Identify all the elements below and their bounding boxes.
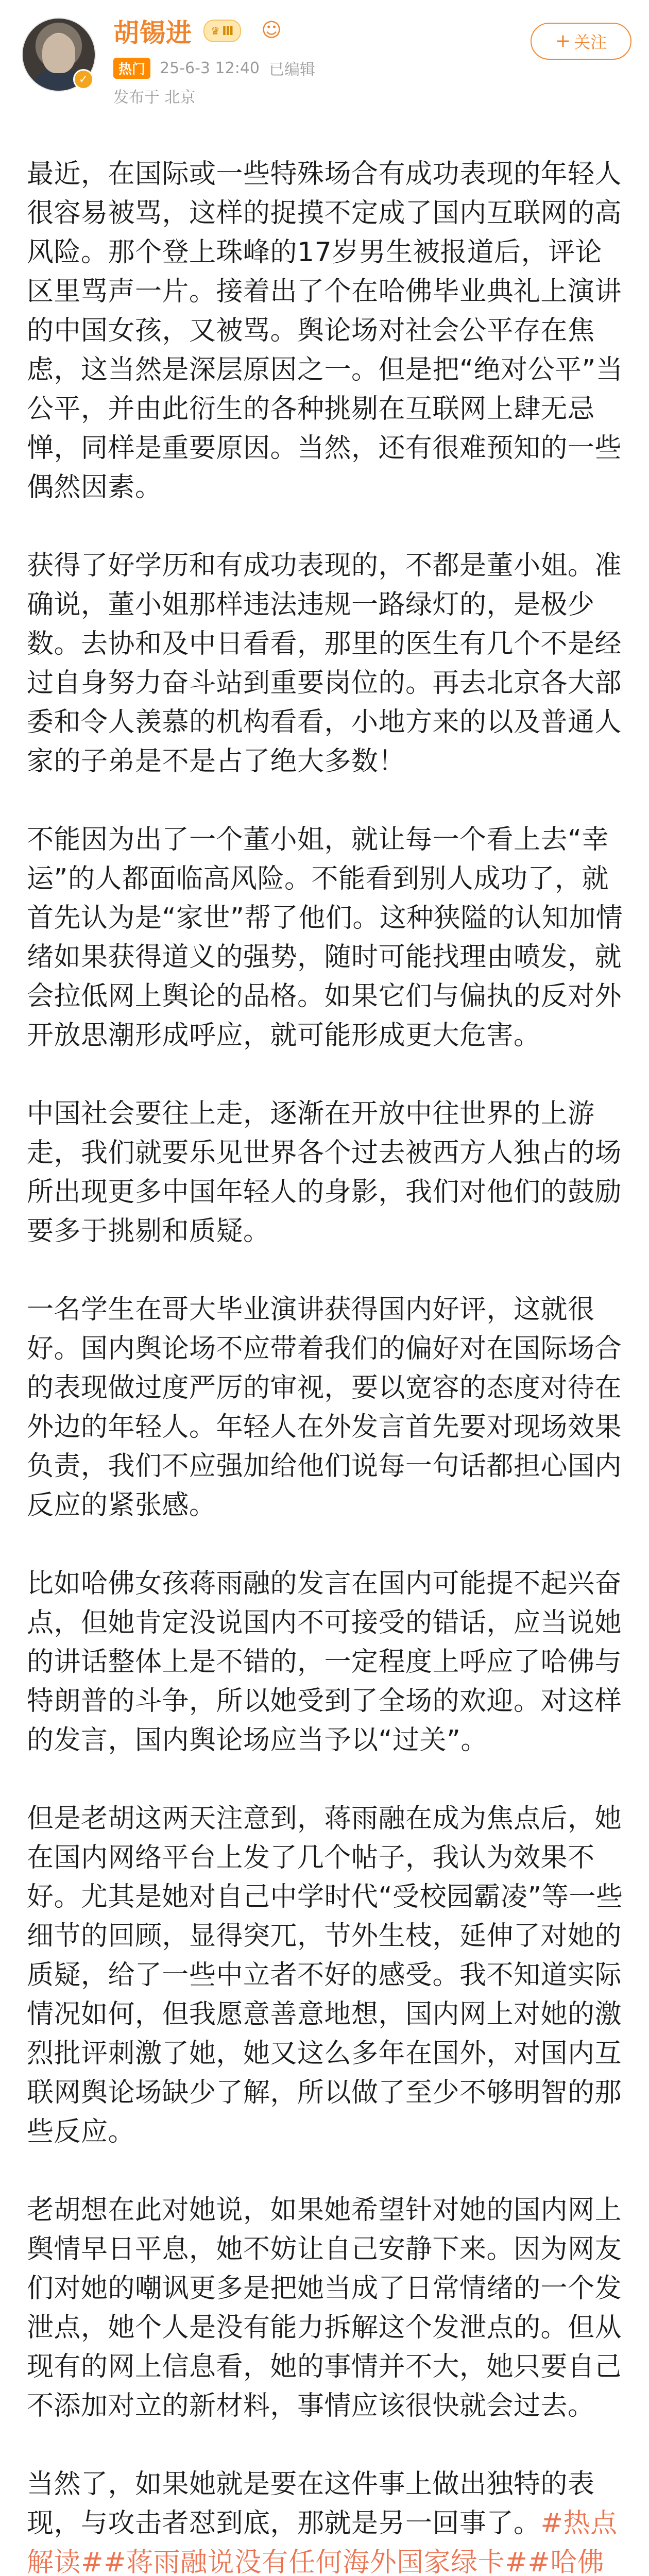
follow-button[interactable] bbox=[531, 23, 631, 60]
post-body bbox=[27, 155, 624, 2576]
post-paragraph: 老胡想在此对她说，如果她希望针对她的国内网上舆情早日平息，她不妨让自己安静下来。因为网友们对她的嘲讽更多是把她当成了日常情绪的一个发泄点，她个人是没有能力拆解这个发泄点的。但从现有的网上信息看，她的事情并不大，她只要自己不添加对立的新材料，事情应该很快就会过去。 bbox=[27, 2195, 622, 2421]
verified-badge-icon: ✓ bbox=[73, 69, 94, 90]
post-paragraph: 比如哈佛女孩蒋雨融的发言在国内可能提不起兴奋点，但她肯定没说国内不可接受的错话，应当说她的讲话整体上是不错的，一定程度上呼应了哈佛与特朗普的斗争，所以她受到了全场的欢迎。对这样的发言，国内舆论场应当予以“过关”。 bbox=[27, 1568, 622, 1756]
post-paragraph: 中国社会要往上走，逐渐在开放中往世界的上游走，我们就要乐见世界各个过去被西方人独占的场所出现更多中国年轻人的身影，我们对他们的鼓励要多于挑剔和质疑。 bbox=[27, 1098, 622, 1247]
avatar-face bbox=[42, 34, 75, 73]
crown-icon: ♛ bbox=[211, 25, 220, 37]
post-paragraph: 获得了好学历和有成功表现的，不都是董小姐。准确说，董小姐那样违法违规一路绿灯的，是极少数。去协和及中日看看，那里的医生有几个不是经过自身努力奋斗站到重要岗位的。再去北京各大部委和令人羡慕的机构看看，小地方来的以及普通人家的子弟是不是占了绝大多数！ bbox=[27, 550, 622, 777]
hashtag-link[interactable]: #哈佛 bbox=[527, 2547, 605, 2576]
plus-icon: + bbox=[555, 30, 571, 52]
post-paragraph-last bbox=[27, 2465, 624, 2576]
author-name[interactable]: 胡锡进 bbox=[113, 18, 192, 48]
hot-tag: 热门 bbox=[113, 58, 150, 79]
level-badge-label: Ⅲ bbox=[221, 24, 234, 38]
post-location: 发布于 北京 bbox=[113, 89, 196, 107]
post-paragraph: 最近，在国际或一些特殊场合有成功表现的年轻人很容易被骂，这样的捉摸不定成了国内互联网的高风险。那个登上珠峰的17岁男生被报道后，评论区里骂声一片。接着出了个在哈佛毕业典礼上演讲的中国女孩，又被骂。舆论场对社会公平存在焦虑，这当然是深层原因之一。但是把“绝对公平”当公平，并由此衍生的各种挑剔在互联网上肆无忌惮，同样是重要原因。当然，还有很难预知的一些偶然因素。 bbox=[27, 159, 623, 503]
hashtag-link[interactable]: #蒋雨融说没有任何海外国家绿卡# bbox=[104, 2547, 528, 2576]
edited-label[interactable]: 已编辑 bbox=[269, 61, 316, 79]
post-paragraph: 一名学生在哥大毕业演讲获得国内好评，这就很好。国内舆论场不应带着我们的偏好对在国际场合的表现做过度严厉的审视，要以宽容的态度对待在外边的年轻人。年轻人在外发言首先要对现场效果负责，我们不应强加给他们说每一句话都担心国内反应的紧张感。 bbox=[27, 1294, 622, 1521]
post-header bbox=[0, 0, 649, 139]
level-badge[interactable] bbox=[203, 20, 241, 42]
hashtag-link[interactable]: #热点解读# bbox=[27, 2508, 618, 2576]
post-paragraph: 但是老胡这两天注意到，蒋雨融在成为焦点后，她在国内网络平台上发了几个帖子，我认为效果不好。尤其是她对自己中学时代“受校园霸凌”等一些细节的回顾，显得突兀，节外生枝，延伸了对她的质疑，给了一些中立者不好的感受。我不知道实际情况如何，但我愿意善意地想，国内网上对她的激烈批评刺激了她，她又这么多年在国外，对国内互联网舆论场缺少了解，所以做了至少不够明智的那些反应。 bbox=[27, 1803, 623, 2147]
vip-icon[interactable]: ☺ bbox=[261, 19, 282, 41]
follow-button-label: 关注 bbox=[574, 32, 607, 52]
post-meta bbox=[113, 57, 315, 79]
post-paragraph: 不能因为出了一个董小姐，就让每一个看上去“幸运”的人都面临高风险。不能看到别人成功了，就首先认为是“家世”帮了他们。这种狭隘的认知加情绪如果获得道义的强势，随时可能找理由喷发，就会拉低网上舆论的品格。如果它们与偏执的反对外开放思潮形成呼应，就可能形成更大危害。 bbox=[27, 824, 623, 1051]
post-paragraph-last-text: 当然了，如果她就是要在这件事上做出独特的表现，与攻击者怼到底，那就是另一回事了。 bbox=[27, 2469, 595, 2539]
post-time: 25-6-3 12:40 bbox=[160, 59, 260, 77]
